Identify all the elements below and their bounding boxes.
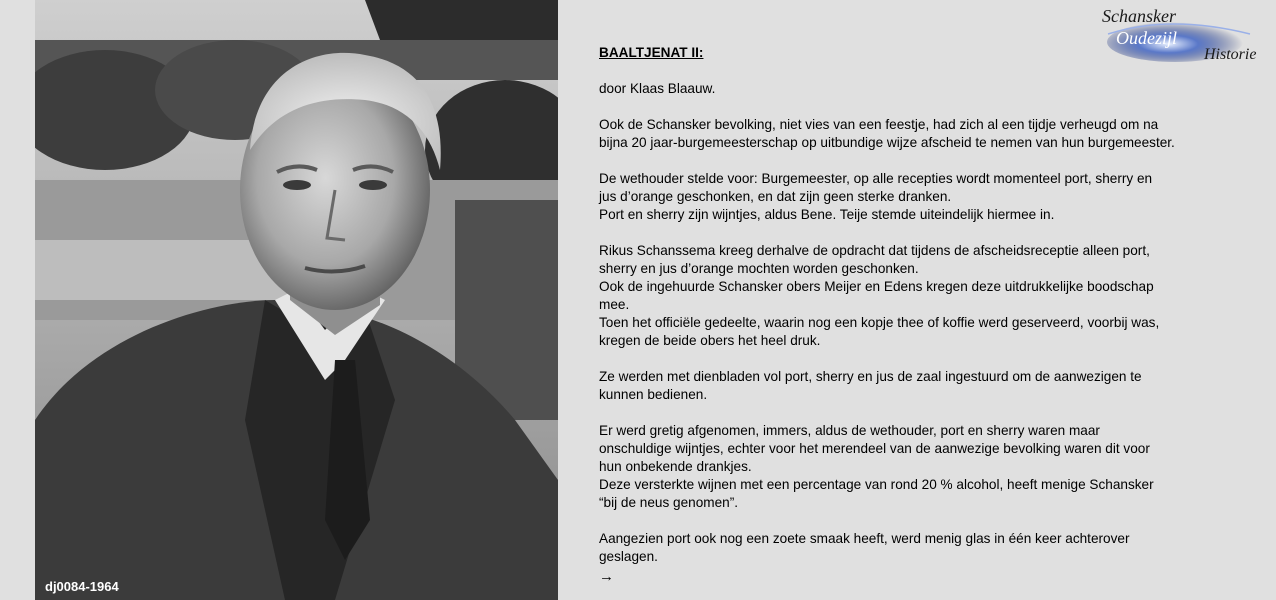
text-line: Ze werden met dienbladen vol port, sherry en jus de zaal ingestuurd om de aanwezigen te (599, 369, 1142, 384)
text-line: sherry en jus d’orange mochten worden geschonken. (599, 261, 919, 276)
text-line: “bij de neus genomen”. (599, 495, 739, 510)
text-line: Er werd gretig afgenomen, immers, aldus de wethouder, port en sherry waren maar (599, 423, 1100, 438)
logo-word-schansker: Schansker (1102, 6, 1176, 26)
paragraph-6 (599, 530, 1275, 566)
text-line: Rikus Schanssema kreeg derhalve de opdracht dat tijdens de afscheidsreceptie alleen port, (599, 243, 1150, 258)
paragraph-2 (599, 170, 1275, 224)
article-title: BAALTJENAT II: (599, 45, 704, 60)
text-line: Deze versterkte wijnen met een percentage van rond 20 % alcohol, heeft menige Schansker (599, 477, 1154, 492)
next-page-arrow-icon[interactable]: → (599, 568, 614, 585)
paragraph-5 (599, 422, 1275, 512)
paragraph-4 (599, 368, 1275, 404)
text-line: De wethouder stelde voor: Burgemeester, op alle recepties wordt momenteel port, sherry en (599, 171, 1153, 186)
text-line: Ook de ingehuurde Schansker obers Meijer en Edens kregen deze uitdrukkelijke boodschap (599, 279, 1154, 294)
text-line: kregen de beide obers het heel druk. (599, 333, 821, 348)
paragraph-1 (599, 116, 1275, 152)
logo-word-historie: Historie (1204, 46, 1257, 63)
text-line: onschuldige wijntjes, echter voor het merendeel van de aanwezige bevolking waren dit voor (599, 441, 1150, 456)
text-line: kunnen bedienen. (599, 387, 708, 402)
paragraph-3 (599, 242, 1275, 350)
article-author: door Klaas Blaauw. (599, 81, 716, 96)
text-line: geslagen. (599, 549, 658, 564)
text-line: jus d’orange geschonken, en dat zijn geen sterke dranken. (599, 189, 952, 204)
article-body (599, 44, 1275, 584)
text-line: Aangezien port ook nog een zoete smaak heeft, werd menig glas in één keer achterover (599, 531, 1130, 546)
text-line: Ook de Schansker bevolking, niet vies van een feestje, had zich al een tijdje verheugd om na (599, 117, 1159, 132)
text-line: hun onbekende drankjes. (599, 459, 752, 474)
text-line: Toen het officiële gedeelte, waarin nog een kopje thee of koffie werd geserveerd, voorbij was, (599, 315, 1160, 330)
portrait-photo (35, 0, 558, 600)
portrait-image (35, 0, 558, 600)
text-line: bijna 20 jaar-burgemeesterschap op uitbundige wijze afscheid te nemen van hun burgemeester. (599, 135, 1175, 150)
text-line: mee. (599, 297, 630, 312)
text-line: Port en sherry zijn wijntjes, aldus Bene. Teije stemde uiteindelijk hiermee in. (599, 207, 1055, 222)
logo-word-oudezijl: Oudezijl (1116, 28, 1177, 48)
photo-caption: dj0084-1964 (45, 579, 119, 594)
